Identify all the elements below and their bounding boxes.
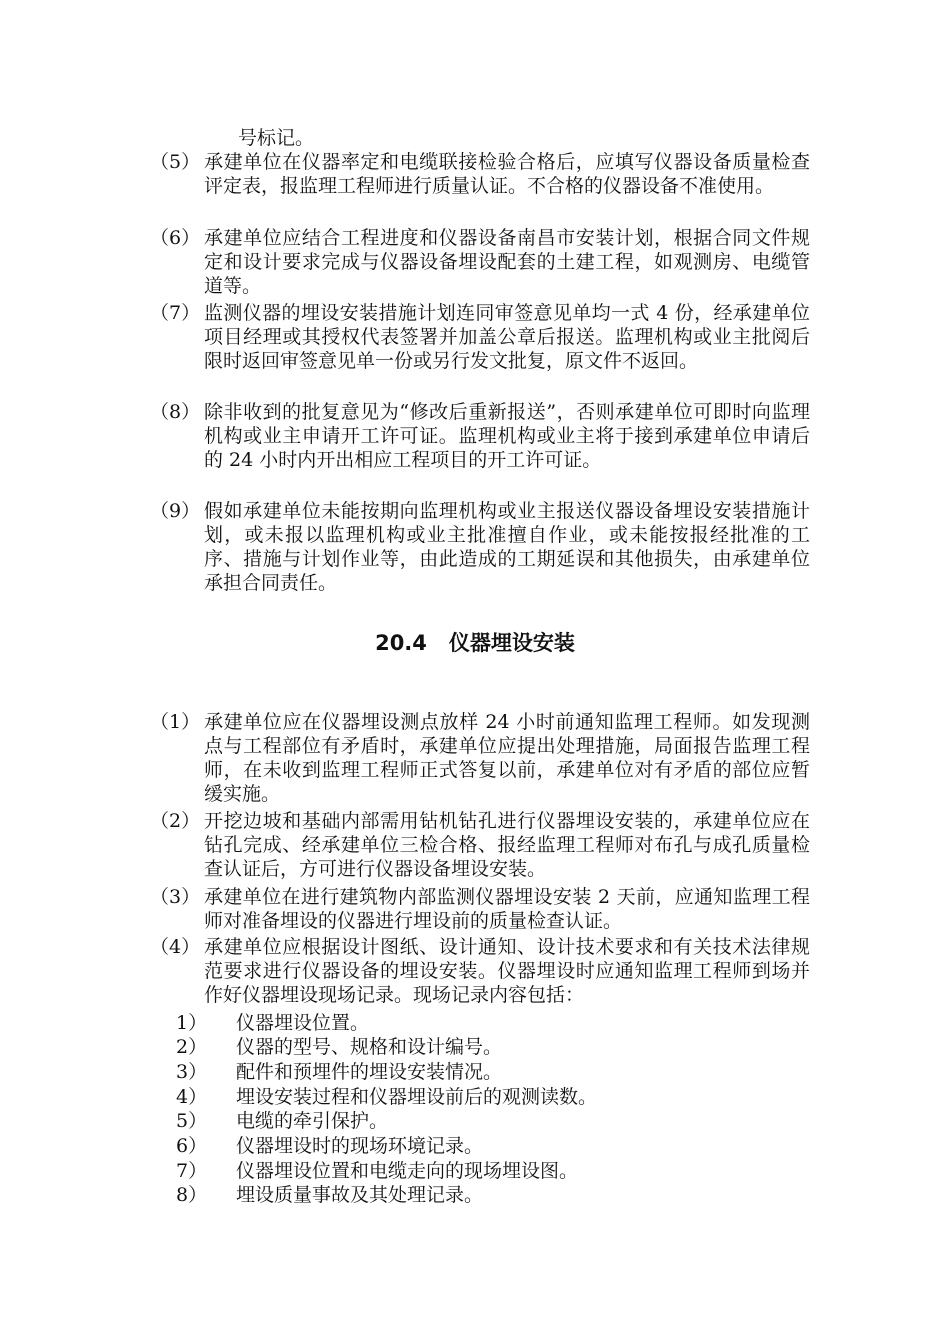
sub-list-item — [176, 1035, 816, 1059]
sub-item-text: 仪器埋设位置。 — [236, 1012, 370, 1034]
sub-item-number: 5） — [176, 1110, 208, 1132]
sub-list-item — [176, 1060, 816, 1084]
sub-item-text: 埋设质量事故及其处理记录。 — [236, 1184, 484, 1206]
item-text: 开挖边坡和基础内部需用钻机钻孔进行仪器埋设安装的，承建单位应在钻孔完成、经承建单位三检合格、报经监理工程师对布孔与成孔质量检查认证后，方可进行仪器设备埋设安装。 — [204, 810, 810, 880]
sub-item-text: 仪器埋设时的现场环境记录。 — [236, 1135, 484, 1157]
item-text: 假如承建单位未能按期向监理机构或业主报送仪器设备埋设安装措施计划，或未报以监理机构或业主批准擅自作业，或未能按报经批准的工序、措施与计划作业等，由此造成的工期延误和其他损失，由承建单位承担合同责任。 — [204, 500, 810, 594]
item-text: 承建单位在仪器率定和电缆联接检验合格后，应填写仪器设备质量检查评定表，报监理工程师进行质量认证。不合格的仪器设备不准使用。 — [204, 151, 810, 197]
section-title: 仪器埋设安装 — [448, 631, 575, 655]
sub-item-number: 6） — [176, 1135, 208, 1157]
list-item — [150, 885, 810, 933]
item-text: 监测仪器的埋设安装措施计划连同审签意见单均一式 4 份，经承建单位项目经理或其授权代表签署并加盖公章后报送。监理机构或业主批阅后限时返回审签意见单一份或另行发文批复，原文件不返回。 — [204, 302, 810, 372]
item-text: 承建单位在进行建筑物内部监测仪器埋设安装 2 天前，应通知监理工程师对准备埋设的仪器进行埋设前的质量检查认证。 — [204, 886, 810, 932]
list-item — [150, 301, 810, 373]
sub-item-text: 配件和预埋件的埋设安装情况。 — [236, 1061, 503, 1083]
item-text: 除非收到的批复意见为“修改后重新报送”，否则承建单位可即时向监理机构或业主申请开工许可证。监理机构或业主将于接到承建单位申请后的 24 小时内开出相应工程项目的开工许可证。 — [204, 401, 810, 471]
item-number: （6） — [150, 227, 201, 249]
sub-item-number: 7） — [176, 1160, 208, 1182]
list-item — [150, 710, 810, 806]
sub-item-number: 3） — [176, 1061, 208, 1083]
item-number: （4） — [150, 936, 201, 958]
item-number: （5） — [150, 151, 201, 173]
sub-item-text: 仪器的型号、规格和设计编号。 — [236, 1036, 503, 1058]
item-text: 承建单位应根据设计图纸、设计通知、设计技术要求和有关技术法律规范要求进行仪器设备的埋设安装。仪器埋设时应通知监理工程师到场并作好仪器埋设现场记录。现场记录内容包括： — [204, 936, 810, 1006]
sub-list-item — [176, 1109, 816, 1133]
sub-list-item — [176, 1159, 816, 1183]
section-number: 20.4 — [375, 631, 427, 655]
item-number: （2） — [150, 810, 201, 832]
list-item — [150, 935, 810, 1007]
sub-list-item — [176, 1011, 816, 1035]
sub-list-item — [176, 1085, 816, 1109]
item-number: （9） — [150, 500, 201, 522]
continuation-text: 号标记。 — [238, 127, 315, 149]
sub-list-item — [176, 1183, 816, 1207]
item-number: （1） — [150, 711, 201, 733]
sub-item-text: 埋设安装过程和仪器埋设前后的观测读数。 — [236, 1086, 598, 1108]
list-item — [150, 400, 810, 472]
list-item — [150, 499, 810, 595]
item-number: （3） — [150, 886, 201, 908]
sub-item-text: 电缆的牵引保护。 — [236, 1110, 389, 1132]
list-item — [150, 809, 810, 881]
sub-item-number: 8） — [176, 1184, 208, 1206]
sub-item-number: 4） — [176, 1086, 208, 1108]
item-number: （7） — [150, 302, 201, 324]
sub-item-number: 2） — [176, 1036, 208, 1058]
list-item — [150, 226, 810, 298]
sub-item-text: 仪器埋设位置和电缆走向的现场埋设图。 — [236, 1160, 579, 1182]
section-heading — [0, 628, 950, 658]
sub-item-number: 1） — [176, 1012, 208, 1034]
item-text: 承建单位应在仪器埋设测点放样 24 小时前通知监理工程师。如发现测点与工程部位有矛盾时，承建单位应提出处理措施，局面报告监理工程师，在未收到监理工程师正式答复以前，承建单位对有矛盾的部位应暂缓实施。 — [204, 711, 810, 805]
sub-list-item — [176, 1134, 816, 1158]
item-number: （8） — [150, 401, 201, 423]
list-item — [150, 150, 810, 198]
item-text: 承建单位应结合工程进度和仪器设备南昌市安装计划，根据合同文件规定和设计要求完成与仪器设备埋设配套的土建工程，如观测房、电缆管道等。 — [204, 227, 810, 297]
